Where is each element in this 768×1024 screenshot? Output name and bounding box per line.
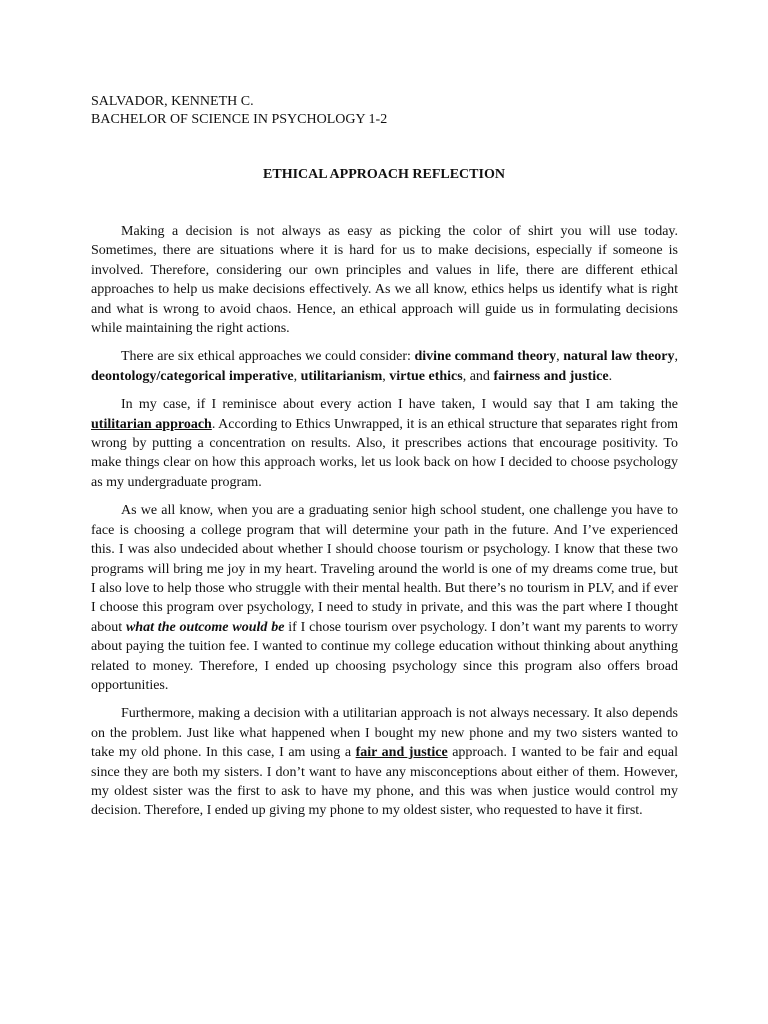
author-block [91,93,387,129]
paragraph-4 [91,501,678,695]
separator: , [556,349,564,365]
author-program: BACHELOR OF SCIENCE IN PSYCHOLOGY 1-2 [91,112,388,127]
text-run: In my case, if I reminisce about every action I have taken, I would say that I am taking the [121,397,678,413]
approach-term: divine command theory [414,349,557,365]
separator: , [293,368,301,384]
document-body [91,222,678,830]
text-run: . According to Ethics Unwrapped, it is an ethical structure that separates right from wrong by putting a concentration on results. Also, it prescribes actions that encourage positivity. To make things clear on how this approach works, let us look back on how I decided to choose psychology as my undergraduate program. [91,416,678,490]
underlined-term: utilitarian approach [91,416,212,432]
separator: . [608,368,613,384]
separator: , and [462,368,494,384]
approach-term: deontology/categorical imperative [91,368,294,384]
underlined-term: fair and justice [355,745,448,761]
text-run: Furthermore, making a decision with a utilitarian approach is not always necessary. It also depends on the problem. Just like what happened when I bought my new phone and my two sisters wanted to take my old phone. In this case, I am using a [91,706,678,761]
text-run: There are six ethical approaches we could consider: [121,349,415,365]
document-title: ETHICAL APPROACH REFLECTION [263,167,505,182]
approach-term: fairness and justice [493,368,609,384]
paragraph-1: Making a decision is not always as easy as picking the color of shirt you will use today. Sometimes, there are situations where it is hard for us to make decisions, especially if someone is involved. Therefore, considering our own principles and values in life, there are different ethical approaches to help us make decisions effectively. As we all know, ethics helps us identify what is right and what is wrong to avoid chaos. Hence, an ethical approach will guide us in formulating decisions while maintaining the right actions. [91,224,678,337]
separator: , [674,349,679,365]
approach-term: utilitarianism [300,368,383,384]
paragraph-2 [91,347,678,386]
emphasized-phrase: what the outcome would be [125,619,285,635]
author-name: SALVADOR, KENNETH C. [91,94,254,109]
text-run: approach. I wanted to be fair and equal since they are both my sisters. I don’t want to have any misconceptions about either of them. However, my oldest sister was the first to ask to have my phone, and this was when justice would control my decision. Therefore, I ended up giving my phone to my oldest sister, who requested to have it first. [91,745,678,819]
paragraph-3 [91,395,678,492]
text-run: As we all know, when you are a graduating senior high school student, one challenge you have to face is choosing a college program that will determine your path in the future. And I’ve experienced this. I was also undecided about whether I should choose tourism or psychology. I know that these two programs will bring me joy in my heart. Traveling around the world is one of my dreams come true, but I also love to help those who struggle with their mental health. But there’s no tourism in PLV, and if ever I choose this program over psychology, I need to study in private, and this was the part where I thought about [91,503,678,635]
text-run: if I chose tourism over psychology. I don’t want my parents to worry about paying the tuition fee. I wanted to continue my college education without thinking about anything related to money. Therefore, I ended up choosing psychology since this program also offers broad opportunities. [91,619,678,693]
paragraph-5 [91,704,678,820]
separator: , [382,368,390,384]
approach-term: natural law theory [563,349,675,365]
approach-term: virtue ethics [389,368,463,384]
